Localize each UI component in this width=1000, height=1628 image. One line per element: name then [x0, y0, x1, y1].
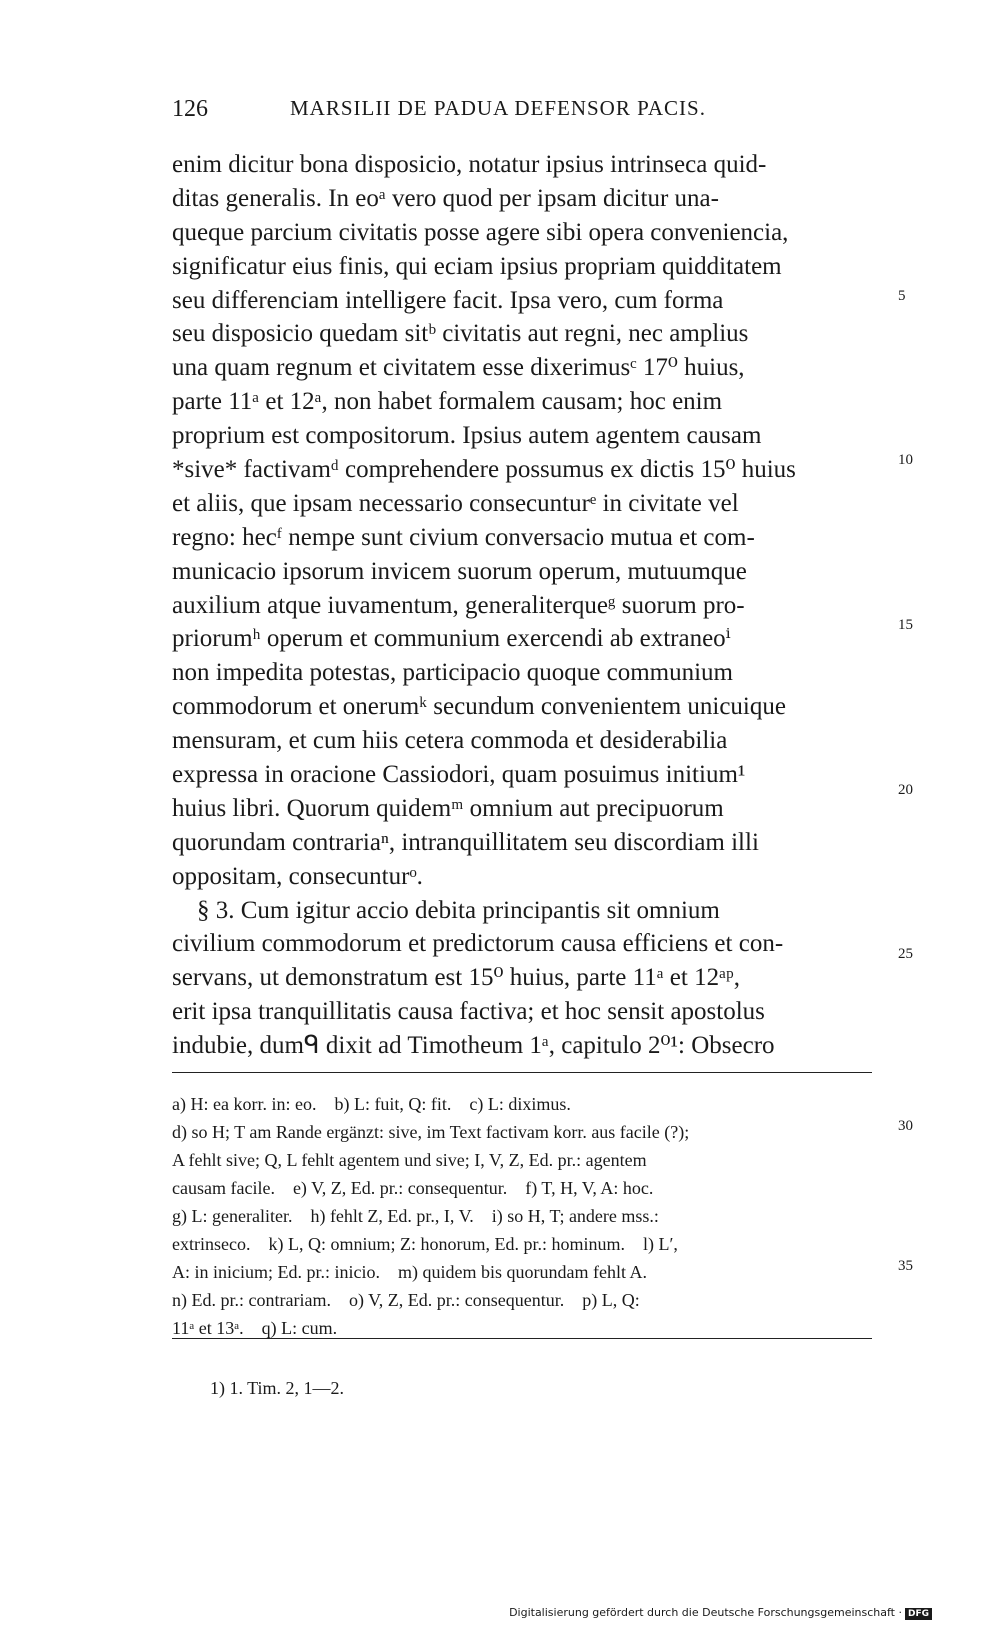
text-line: significatur eius finis, qui eciam ipsius propriam quidditatem	[172, 252, 782, 280]
text-line: commodorum et onerumᵏ secundum convenientem unicuique	[172, 693, 786, 721]
apparatus-line: 11ᵃ et 13ᵃ. q) L: cum.	[172, 1318, 338, 1338]
apparatus-divider	[172, 1072, 872, 1073]
apparatus-line: n) Ed. pr.: contrariam. o) V, Z, Ed. pr.: consequentur. p) L, Q:	[172, 1290, 640, 1310]
text-line: seu differenciam intelligere facit. Ipsa vero, cum forma	[172, 286, 724, 314]
text-line: auxilium atque iuvamentum, generaliterqueᵍ suorum pro-	[172, 591, 745, 619]
line-number: 10	[898, 452, 913, 468]
main-text	[172, 148, 872, 1063]
line-number: 20	[898, 782, 913, 798]
dfg-logo: DFG	[905, 1608, 932, 1620]
text-line: expressa in oracione Cassiodori, quam posuimus initium¹	[172, 761, 746, 789]
text-line: municacio ipsorum invicem suorum operum, mutuumque	[172, 557, 747, 585]
text-line: regno: hecᶠ nempe sunt civium conversacio mutua et com-	[172, 523, 755, 551]
apparatus-line: extrinseco. k) L, Q: omnium; Z: honorum, Ed. pr.: hominum. l) L′,	[172, 1234, 678, 1254]
apparatus-line: d) so H; T am Rande ergänzt: sive, im Text factivam korr. aus facile (?);	[172, 1122, 690, 1142]
line-number: 15	[898, 617, 913, 633]
reference-note: 1) 1. Tim. 2, 1—2.	[210, 1378, 345, 1398]
text-line: et aliis, que ipsam necessario consecunturᵉ in civitate vel	[172, 489, 739, 517]
text-line: huius libri. Quorum quidemᵐ omnium aut precipuorum	[172, 794, 724, 822]
text-line: oppositam, consecunturᵒ.	[172, 862, 423, 890]
line-number: 5	[898, 288, 906, 304]
line-number: 25	[898, 946, 913, 962]
text-line: non impedita potestas, participacio quoque communium	[172, 659, 733, 687]
apparatus-line-number: 30	[898, 1118, 913, 1134]
text-line: quorundam contrariaⁿ, intranquillitatem seu discordiam illi	[172, 828, 759, 856]
apparatus-line: g) L: generaliter. h) fehlt Z, Ed. pr., I, V. i) so H, T; andere mss.:	[172, 1206, 659, 1226]
text-line: seu disposicio quedam sitᵇ civitatis aut regni, nec amplius	[172, 320, 749, 348]
apparatus-line: A fehlt sive; Q, L fehlt agentem und sive; I, V, Z, Ed. pr.: agentem	[172, 1150, 647, 1170]
text-line: ditas generalis. In eoᵃ vero quod per ipsam dicitur una-	[172, 184, 719, 212]
running-title: MARSILII DE PADUA DEFENSOR PACIS.	[290, 96, 706, 120]
apparatus-line: a) H: ea korr. in: eo. b) L: fuit, Q: fit. c) L: diximus.	[172, 1094, 571, 1114]
text-line: proprium est compositorum. Ipsius autem agentem causam	[172, 422, 762, 450]
apparatus-line-number: 35	[898, 1258, 913, 1274]
apparatus-line: causam facile. e) V, Z, Ed. pr.: consequentur. f) T, H, V, A: hoc.	[172, 1178, 654, 1198]
digitization-credit	[509, 1606, 932, 1620]
text-line: mensuram, et cum hiis cetera commoda et desiderabilia	[172, 727, 728, 755]
credit-text: Digitalisierung gefördert durch die Deutsche Forschungsgemeinschaft ·	[509, 1606, 902, 1619]
reference-divider	[172, 1338, 872, 1339]
text-line: indubie, dumᑫ dixit ad Timotheum 1ᵃ, capitulo 2⁰¹: Obsecro	[172, 1032, 775, 1060]
text-line: queque parcium civitatis posse agere sibi opera conveniencia,	[172, 218, 789, 246]
text-line: parte 11ᵃ et 12ᵃ, non habet formalem causam; hoc enim	[172, 388, 723, 416]
text-line: servans, ut demonstratum est 15⁰ huius, parte 11ᵃ et 12ᵃᵖ,	[172, 964, 740, 992]
text-line: § 3. Cum igitur accio debita principantis sit omnium	[172, 896, 720, 924]
text-line: una quam regnum et civitatem esse dixerimusᶜ 17⁰ huius,	[172, 354, 745, 382]
page-number: 126	[172, 96, 208, 122]
critical-apparatus	[172, 1090, 872, 1342]
text-line: *sive* factivamᵈ comprehendere possumus ex dictis 15⁰ huius	[172, 456, 796, 484]
apparatus-line: A: in inicium; Ed. pr.: inicio. m) quidem bis quorundam fehlt A.	[172, 1262, 647, 1282]
text-line: priorumʰ operum et communium exercendi ab extraneoⁱ	[172, 625, 731, 653]
text-line: enim dicitur bona disposicio, notatur ipsius intrinseca quid-	[172, 151, 767, 178]
text-line: civilium commodorum et predictorum causa efficiens et con-	[172, 930, 784, 958]
text-line: erit ipsa tranquillitatis causa factiva; et hoc sensit apostolus	[172, 998, 765, 1026]
